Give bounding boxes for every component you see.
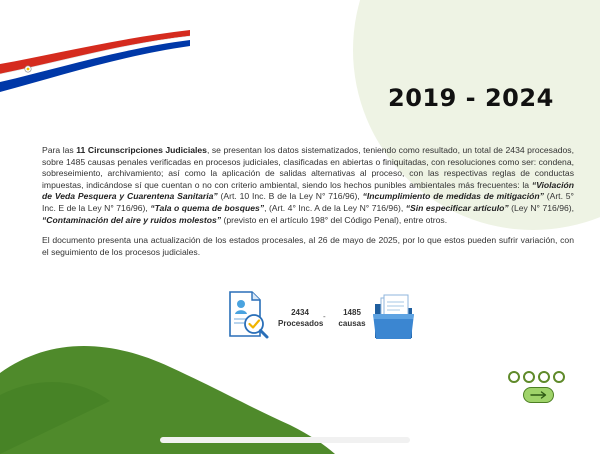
- year-range-title: 2019 - 2024: [388, 84, 554, 112]
- causas-stat: [332, 307, 372, 329]
- procesados-value: 2434: [291, 308, 309, 317]
- paragraph-actualizacion: El documento presenta una actualización de los estados procesales, al 26 de mayo de 2025, por lo que estos pueden sufrir variación, con el seguimiento de los procesos judiciales.: [42, 235, 574, 257]
- p3-text: (Art. 10 Inc. B de la Ley N° 716/96),: [217, 191, 363, 202]
- paraguay-flag-ribbon: [0, 28, 190, 108]
- p4-text: (Art. 5° Inc. E de la Ley N° 716/96),: [42, 191, 574, 213]
- document-checkmark-icon: [226, 290, 270, 340]
- paragraph-circunscripciones: [42, 145, 574, 226]
- hecho-veda-pesquera: “Violación de Veda Pesquera y Cuarentena Sanitaria”: [42, 179, 574, 202]
- p1-text: Para las: [42, 145, 77, 155]
- stats-summary: [226, 290, 416, 346]
- next-slide-button[interactable]: [523, 387, 554, 403]
- circunscripciones-bold: 11 Circunscripciones Judiciales: [76, 145, 207, 155]
- stats-separator: -: [323, 312, 326, 321]
- hecho-tala-quema: “Tala o quema de bosques”: [150, 202, 265, 213]
- hecho-sin-especificar: “Sin especificar artículo”: [405, 202, 509, 213]
- page-dot-1[interactable]: [508, 371, 520, 383]
- p6-text: (Ley N° 716/96),: [508, 202, 575, 213]
- hecho-contaminacion-aire: “Contaminación del aire y ruidos molestos”: [42, 214, 222, 225]
- page-dot-3[interactable]: [538, 371, 550, 383]
- page-dot-4[interactable]: [553, 371, 565, 383]
- procesados-label: Procesados: [278, 319, 324, 328]
- open-folder-icon: [372, 292, 416, 342]
- causas-value: 1485: [343, 308, 361, 317]
- decorative-footer-strip: [160, 437, 410, 443]
- arrow-right-icon: [530, 391, 547, 399]
- procesados-stat: [278, 307, 322, 329]
- p2-text: , se presentan los datos sistematizados, teniendo como resultado, un total de 2434 procesados, sobre 1485 causas penales verificadas en procesos judiciales, clasificadas en abiertas o finiquitadas, con resoluciones como ser: condena, sobreseimiento, archivamiento; así como la aplicación de salidas alternativas al proceso, con las respectivas reglas de conductas impuestas, indicándose sí que cuentan o no con criterio ambiental, siendo los hechos punibles ambientales más frecuentes: la: [42, 145, 574, 190]
- p5-text: , (Art. 4° Inc. A de la Ley N° 716/96),: [264, 202, 406, 213]
- p7-text: (previsto en el artículo 198° del Código Penal), entre otros.: [221, 214, 448, 225]
- hecho-incumplimiento-mitigacion: “Incumplimiento de medidas de mitigación”: [362, 191, 544, 202]
- page-dot-2[interactable]: [523, 371, 535, 383]
- causas-label: causas: [338, 319, 366, 328]
- body-text: [42, 145, 574, 267]
